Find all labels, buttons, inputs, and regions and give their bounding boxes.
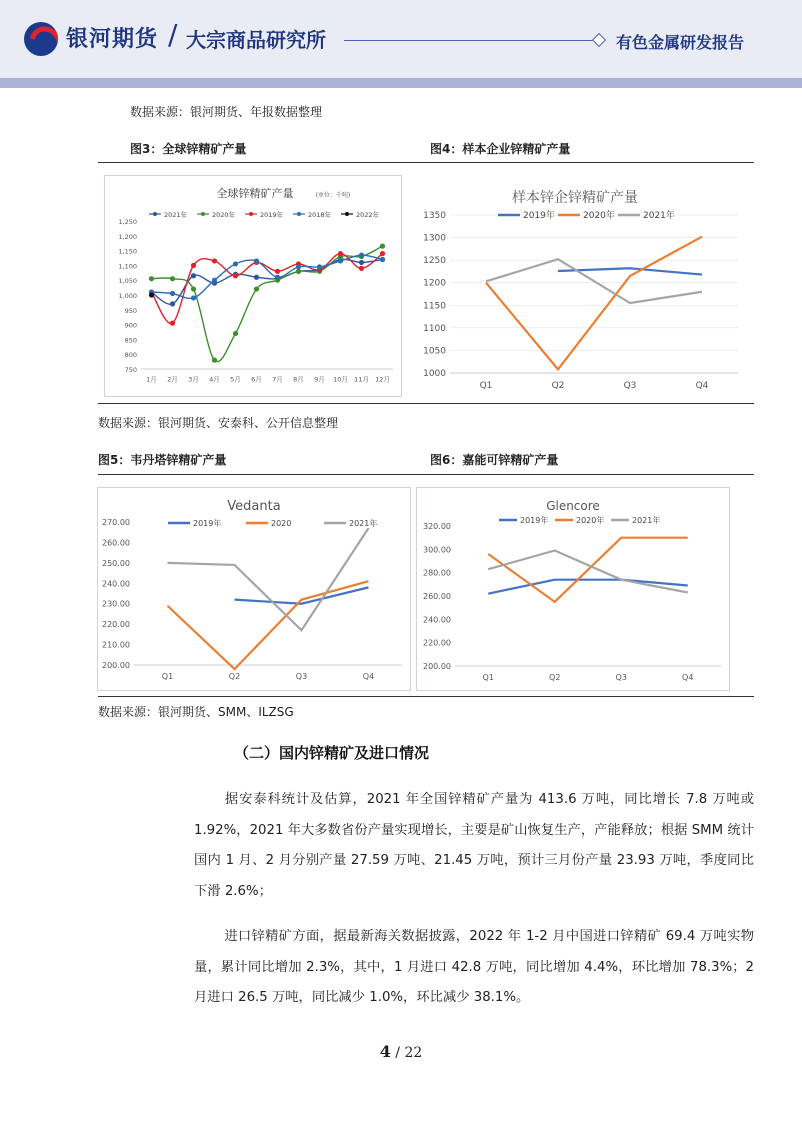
fig3-ytick-label: 1,200: [118, 232, 137, 241]
fig3-data-point: [233, 331, 238, 336]
fig3-xtick-label: 9月: [314, 375, 325, 384]
fig5-ytick-label: 270.00: [102, 518, 130, 527]
fig6-ytick-label: 280.00: [423, 568, 451, 578]
fig6-series-line: [488, 551, 688, 593]
fig4-ytick-label: 1150: [423, 301, 446, 312]
fig5-chart-svg: [98, 488, 410, 690]
paragraph-1: [194, 785, 754, 907]
fig3-ytick-label: 1,150: [118, 247, 137, 256]
fig6-chart-svg: [417, 488, 729, 690]
fig5-ytick-label: 230.00: [102, 599, 130, 609]
fig3-ytick-label: 850: [124, 336, 137, 345]
fig3-legend-marker: [249, 212, 253, 216]
fig3-data-point: [149, 292, 154, 297]
fig5-ytick-label: 200.00: [102, 661, 130, 670]
chart-rule-2: [98, 696, 754, 697]
fig3-legend-label: 2018年: [308, 211, 332, 219]
fig5-xtick-label: Q3: [295, 672, 308, 681]
fig3-xtick-label: 12月: [375, 375, 390, 384]
fig6-ytick-label: 320.00: [423, 522, 451, 531]
fig3-series-line: [152, 254, 383, 324]
paragraph-2-text: 进口锌精矿方面，据最新海关数据披露，2022 年 1-2 月中国进口锌精矿 69.4 万吨实物量，累计同比增加 2.3%，其中，1 月进口 42.8 万吨，同比增加 4.4%，环比增加 78.3%；2 月进口 26.5 万吨，同比减少 1.0%，环比减少 38.1%。: [194, 929, 754, 1005]
top-data-source: 数据来源：银河期货、年报数据整理: [130, 105, 323, 119]
fig3-data-point: [254, 286, 259, 291]
fig3-data-point: [338, 258, 343, 263]
fig3-series-line: [152, 246, 383, 361]
fig4-chart-svg: [412, 178, 752, 396]
fig3-ytick-label: 1,000: [118, 292, 137, 300]
fig4-legend-label: 2020年: [583, 211, 615, 221]
fig3-ytick-label: 750: [124, 366, 137, 374]
fig5-series-line: [235, 587, 369, 603]
fig4-legend-label: 2019年: [523, 211, 555, 221]
fig3-data-point: [275, 269, 280, 274]
fig3-ytick-label: 1,050: [118, 277, 137, 286]
header-line: [344, 40, 594, 41]
fig5-ytick-label: 250.00: [102, 558, 130, 568]
fig5-legend-label: 2021年: [349, 519, 378, 528]
fig3-data-point: [212, 278, 217, 283]
fig5-xtick-label: Q2: [228, 672, 241, 681]
fig5-ytick-label: 260.00: [102, 538, 130, 548]
fig6-ytick-label: 220.00: [423, 638, 451, 648]
fig4-ytick-label: 1000: [423, 369, 446, 379]
fig3-xtick-label: 8月: [293, 375, 304, 384]
fig4-ytick-label: 1350: [423, 211, 446, 221]
fig3-ytick-label: 1,100: [118, 262, 137, 271]
page-number: [0, 1042, 802, 1061]
fig6-title: Glencore: [546, 499, 600, 513]
fig3-data-point: [233, 261, 238, 266]
chart-rule-1: [98, 403, 754, 404]
fig6-caption: 图6：嘉能可锌精矿产量: [430, 453, 559, 467]
fig3-legend-label: 2019年: [260, 211, 284, 219]
fig4-xtick-label: Q4: [695, 381, 709, 391]
fig3-data-point: [254, 258, 259, 263]
fig6-ytick-label: 200.00: [423, 662, 451, 671]
fig3-legend-marker: [153, 212, 157, 216]
fig6-ytick-label: 240.00: [423, 615, 451, 625]
fig4-chart: [412, 178, 752, 396]
fig3-data-point: [254, 275, 259, 280]
fig3-data-point: [296, 264, 301, 269]
fig5-caption: 图5：韦丹塔锌精矿产量: [98, 453, 227, 467]
brand-name: 银河期货: [66, 27, 159, 52]
fig3-subtitle: (单位：千吨): [315, 192, 351, 199]
fig3-xtick-label: 2月: [167, 375, 178, 384]
fig4-ytick-label: 1300: [423, 233, 446, 244]
fig3-ytick-label: 950: [124, 306, 137, 315]
fig3-data-point: [212, 358, 217, 363]
fig5-chart: [97, 487, 411, 691]
fig3-ytick-label: 1,250: [118, 218, 137, 226]
galaxy-futures-logo-icon: [24, 22, 58, 56]
fig3-xtick-label: 3月: [188, 375, 199, 384]
fig3-xtick-label: 4月: [209, 375, 220, 384]
fig3-data-point: [338, 251, 343, 256]
fig4-series-line: [486, 237, 702, 370]
paragraph-1-text: 据安泰科统计及估算，2021 年全国锌精矿产量为 413.6 万吨，同比增长 7.8 万吨或 1.92%，2021 年大多数省份产量实现增长，主要是矿山恢复生产，产能释放；根据 SMM 统计国内 1 月、2 月分别产量 27.59 万吨、21.45 万吨，预计三月份产量 23.93 万吨，季度同比下滑 2.6%；: [194, 792, 754, 899]
fig3-xtick-label: 5月: [230, 375, 241, 384]
page-total: 22: [404, 1045, 423, 1061]
fig3-xtick-label: 1月: [146, 375, 157, 384]
fig3-legend-marker: [345, 212, 349, 216]
fig3-data-point: [170, 301, 175, 306]
paragraph-2: [194, 922, 754, 1014]
fig3-xtick-label: 7月: [272, 375, 283, 384]
fig3-data-point: [296, 269, 301, 274]
fig3-series-line: [152, 255, 383, 298]
fig3-data-point: [170, 276, 175, 281]
fig6-chart: [416, 487, 730, 691]
fig6-xtick-label: Q3: [615, 673, 627, 682]
fig6-legend-label: 2019年: [520, 516, 549, 525]
institute-name: 大宗商品研究所: [186, 28, 326, 52]
fig3-xtick-label: 11月: [354, 375, 369, 384]
fig3-data-point: [380, 251, 385, 256]
fig3-caption: 图3：全球锌精矿产量: [130, 142, 247, 156]
caption-rule-1: [98, 162, 754, 163]
fig3-data-point: [380, 257, 385, 262]
fig5-ytick-label: 240.00: [102, 579, 130, 589]
bottom-data-source: 数据来源：银河期货、SMM、ILZSG: [98, 705, 294, 719]
fig5-legend-label: 2020: [271, 519, 292, 528]
fig4-xtick-label: Q3: [623, 381, 637, 391]
fig3-xtick-label: 6月: [251, 375, 262, 384]
fig3-xtick-label: 10月: [333, 375, 348, 384]
fig6-legend-label: 2021年: [632, 516, 661, 525]
fig3-legend-marker: [201, 212, 205, 216]
caption-rule-2: [98, 474, 754, 475]
fig5-title: Vedanta: [227, 499, 281, 514]
fig3-title: 全球锌精矿产量: [216, 187, 294, 200]
fig6-xtick-label: Q4: [682, 673, 694, 682]
fig3-data-point: [212, 258, 217, 263]
fig6-ytick-label: 300.00: [423, 545, 451, 555]
fig3-data-point: [359, 260, 364, 265]
fig3-data-point: [191, 263, 196, 268]
fig3-data-point: [380, 244, 385, 249]
fig4-series-line: [486, 259, 702, 303]
fig3-legend-marker: [297, 212, 301, 216]
fig3-legend-label: 2020年: [212, 211, 236, 219]
fig3-data-point: [191, 273, 196, 278]
fig3-data-point: [317, 264, 322, 269]
mid-data-source: 数据来源：银河期货、安泰科、公开信息整理: [98, 416, 339, 430]
fig5-ytick-label: 210.00: [102, 640, 130, 650]
fig4-ytick-label: 1250: [423, 256, 446, 267]
fig4-title: 样本锌企锌精矿产量: [512, 190, 638, 206]
fig3-data-point: [149, 276, 154, 281]
fig5-series-line: [168, 528, 369, 630]
header-slash: /: [168, 18, 178, 51]
page-separator: /: [395, 1045, 401, 1061]
fig5-xtick-label: Q1: [161, 672, 174, 681]
fig3-data-point: [359, 252, 364, 257]
fig5-xtick-label: Q4: [362, 672, 375, 681]
fig4-ytick-label: 1100: [423, 323, 446, 334]
section-heading: （二）国内锌精矿及进口情况: [234, 744, 430, 762]
fig3-data-point: [170, 291, 175, 296]
header-accent-bar: [0, 78, 802, 88]
fig4-legend-label: 2021年: [643, 211, 675, 221]
fig4-caption: 图4：样本企业锌精矿产量: [430, 142, 571, 156]
fig6-ytick-label: 260.00: [423, 592, 451, 601]
fig3-data-point: [170, 321, 175, 326]
fig3-ytick-label: 900: [124, 321, 137, 330]
page-current: 4: [379, 1042, 391, 1061]
fig6-xtick-label: Q2: [549, 673, 561, 682]
fig3-data-point: [233, 273, 238, 278]
fig6-legend-label: 2020年: [576, 516, 605, 525]
fig5-ytick-label: 220.00: [102, 620, 130, 630]
fig3-chart: [104, 175, 402, 397]
fig4-ytick-label: 1200: [423, 278, 446, 289]
report-type: 有色金属研发报告: [616, 33, 745, 52]
fig6-series-line: [488, 538, 688, 602]
fig3-legend-label: 2021年: [164, 211, 188, 219]
fig3-legend-label: 2022年: [356, 211, 380, 219]
fig3-data-point: [191, 286, 196, 291]
fig5-legend-label: 2019年: [193, 519, 222, 528]
fig3-data-point: [275, 275, 280, 280]
fig3-data-point: [191, 295, 196, 300]
fig4-xtick-label: Q2: [551, 381, 565, 391]
fig4-xtick-label: Q1: [479, 381, 493, 391]
fig6-xtick-label: Q1: [482, 673, 494, 682]
fig3-ytick-label: 800: [124, 351, 137, 360]
fig4-ytick-label: 1050: [423, 346, 446, 357]
fig3-chart-svg: [105, 176, 401, 396]
fig3-data-point: [359, 266, 364, 271]
